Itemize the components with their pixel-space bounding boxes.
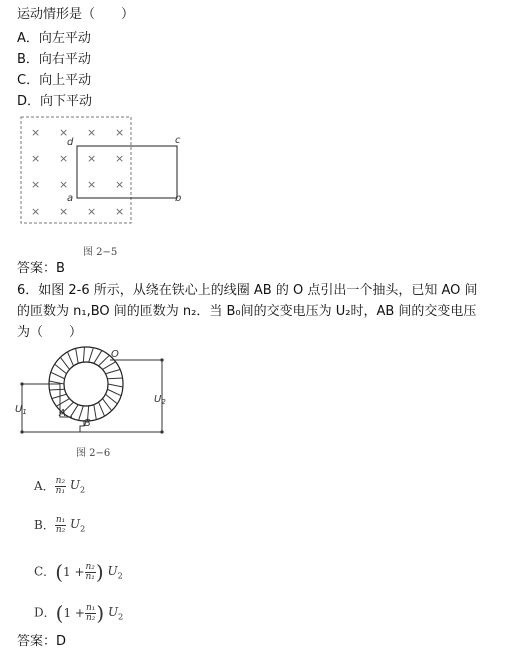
field-cross-mark: × (87, 205, 97, 218)
figure-2-6-caption: 图 2−6 (76, 448, 111, 459)
q6-option-a (34, 477, 85, 496)
figure-2-5-caption: 图 2−5 (83, 247, 118, 258)
coil-turn (52, 394, 67, 398)
coil-turn (107, 378, 122, 379)
field-cross-mark: × (31, 178, 41, 191)
q5-answer: 答案：B (17, 261, 65, 276)
coil-turn (98, 355, 109, 366)
denominator: n₁ (85, 571, 95, 582)
coil-turn (94, 351, 102, 364)
q6-stem-line-2: 的匝数为 n₁,BO 间的匝数为 n₂．当 B₀间的交变电压为 U₂时，AB 间的交变电压 (17, 304, 477, 319)
field-cross-mark: × (115, 205, 125, 218)
figure-2-6 (14, 344, 174, 440)
paren-close: ) (95, 560, 104, 584)
label-c: c (175, 135, 181, 146)
numerator: n₂ (85, 561, 95, 572)
field-cross-mark: × (115, 178, 125, 191)
coil-turn (51, 372, 65, 378)
coil-turn (98, 402, 104, 416)
label-U1: $U_1$ (15, 404, 27, 416)
q6-stem-line-3: 为（ ） (17, 325, 83, 340)
option-prefix: 1 + (63, 606, 85, 620)
figure-2-5 (15, 113, 215, 228)
option-variable: $U_2$ (104, 604, 124, 622)
label-B: B (84, 418, 91, 429)
label-O: O (111, 349, 119, 360)
denominator: n₁ (55, 486, 66, 496)
option-letter: C． (34, 564, 56, 579)
terminal (20, 430, 23, 433)
coil-turn (102, 362, 115, 370)
field-cross-mark: × (59, 205, 69, 218)
coil-turn (70, 405, 78, 418)
terminal (20, 382, 23, 385)
label-U2: $U_2$ (154, 394, 166, 406)
coil-turn (107, 389, 121, 395)
coil-turn (76, 348, 79, 363)
fraction (85, 563, 96, 582)
field-cross-mark: × (115, 152, 125, 165)
field-cross-mark: × (31, 205, 41, 218)
q5-option-c: C．向上平动 (17, 73, 92, 88)
terminal (160, 358, 163, 361)
option-letter: B． (34, 518, 55, 532)
q5-option-b: B．向右平动 (17, 52, 91, 67)
label-b: b (175, 193, 182, 204)
q5-option-d: D．向下平动 (17, 94, 93, 109)
fraction (55, 516, 66, 535)
q6-answer: 答案：D (17, 634, 67, 649)
coil-turn (49, 389, 64, 390)
denominator: n₂ (55, 525, 66, 535)
paren-open: ( (55, 601, 64, 625)
fraction (55, 477, 66, 496)
coil-turn (56, 399, 69, 407)
coil-turn (60, 357, 69, 369)
field-cross-mark: × (59, 126, 69, 139)
coil-turn (67, 352, 73, 366)
q5-stem: 运动情形是（ ） (17, 7, 135, 22)
q6-option-c (34, 560, 123, 584)
label-a: a (67, 193, 74, 204)
field-cross-mark: × (87, 178, 97, 191)
coil-turn (94, 405, 97, 420)
option-variable: $U_2$ (66, 478, 86, 495)
coil-turn (105, 369, 120, 373)
numerator: n₂ (55, 476, 66, 486)
option-variable: $U_2$ (103, 563, 123, 581)
field-cross-mark: × (31, 126, 41, 139)
option-letter: A． (34, 479, 55, 493)
wire (22, 360, 162, 432)
field-cross-mark: × (115, 126, 125, 139)
numerator: n₁ (55, 515, 66, 525)
coil-turn (102, 399, 111, 411)
paren-close: ) (96, 601, 105, 625)
coil-turn (83, 347, 84, 362)
label-A: A (59, 408, 66, 419)
field-cross-mark: × (59, 152, 69, 165)
paren-open: ( (55, 560, 63, 584)
field-cross-mark: × (31, 152, 41, 165)
denominator: n₂ (85, 612, 96, 623)
option-letter: D． (34, 605, 56, 620)
coil-turn (89, 348, 94, 362)
coil-turn (79, 406, 84, 420)
label-d: d (67, 137, 74, 148)
option-variable: $U_2$ (66, 517, 86, 534)
coil-turn (55, 364, 67, 374)
fraction (85, 604, 96, 623)
numerator: n₁ (85, 602, 96, 613)
field-cross-mark: × (87, 152, 97, 165)
option-prefix: 1 + (63, 565, 85, 579)
q6-stem-line-1: 6．如图 2-6 所示，从绕在铁心上的线圈 AB 的 O 点引出一个抽头，已知 AO 间 (17, 283, 478, 298)
coil-turn (108, 384, 123, 387)
field-cross-mark: × (59, 178, 69, 191)
field-cross-mark: × (87, 126, 97, 139)
coil-turn (105, 394, 117, 404)
terminal (160, 430, 163, 433)
toroid-inner (64, 362, 108, 406)
q6-option-d (34, 601, 123, 625)
q6-option-b (34, 516, 85, 535)
q5-option-a: A．向左平动 (17, 31, 91, 46)
